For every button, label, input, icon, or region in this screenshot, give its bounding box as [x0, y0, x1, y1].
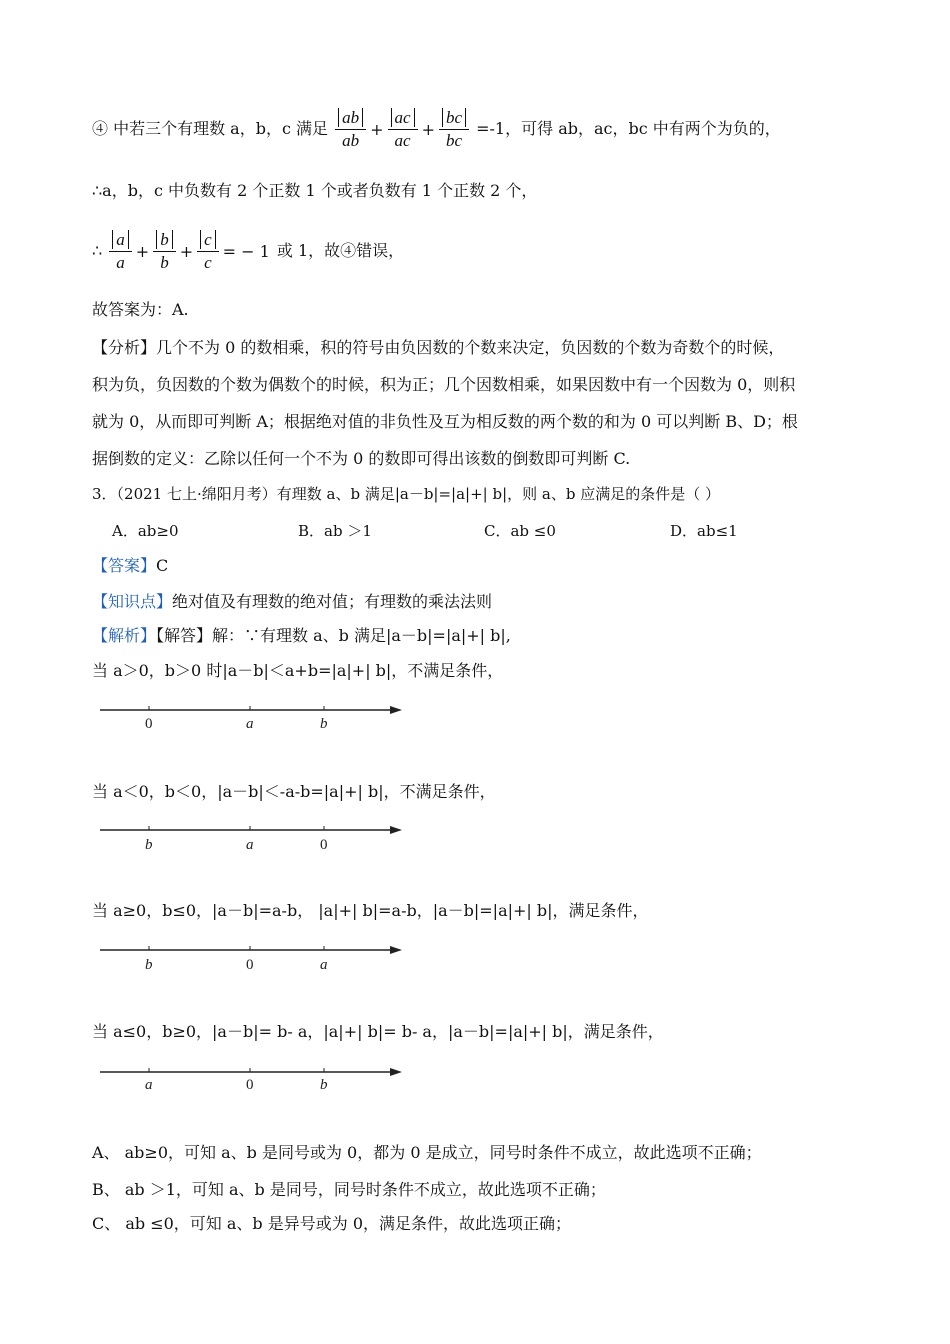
knowledge-point-tag: 【知识点】 [92, 592, 173, 611]
statement-prefix: ④ 中若三个有理数 a，b，c 满足 [92, 119, 329, 138]
analysis-line-2: 积为负，负因数的个数为偶数个的时候，积为正；几个因数相乘，如果因数中有一个因数为 0，则积 [92, 375, 796, 394]
answer-line: 故答案为：A. [92, 300, 189, 319]
tick-label: 0 [246, 957, 254, 973]
analysis-line-1 [92, 338, 784, 358]
fraction-numerator: c [200, 230, 216, 249]
option-d: D．ab≤1 [670, 522, 738, 540]
option-b: B．ab ＞1 [298, 522, 372, 540]
answer-tag: 【答案】 [92, 556, 157, 575]
tick-label: b [320, 716, 328, 732]
fraction-denominator: a [109, 251, 132, 274]
fraction-ab [335, 107, 366, 152]
fraction-numerator: a [112, 230, 129, 249]
statement-suffix: 或 1，故④错误， [271, 241, 405, 260]
tick-label: b [320, 1077, 328, 1093]
case-2-text: 当 a＜0，b＜0，|a－b|＜-a-b=|a|+| b|，不满足条件， [92, 782, 496, 801]
option-c: C．ab ≤0 [484, 522, 556, 540]
fraction-numerator: ac [391, 108, 415, 127]
tick-label: 0 [320, 837, 328, 853]
tick-label: b [145, 957, 153, 973]
conclusion-c: C、 ab ≤0，可知 a、b 是异号或为 0，满足条件，故此选项正确； [92, 1214, 572, 1233]
analysis-tag: 【分析】 [92, 338, 157, 357]
case-3-text: 当 a≥0，b≤0，|a－b|=a-b， |a|+| b|=a-b，|a－b|=|a|+| b|，满足条件， [92, 901, 649, 920]
fraction-denominator: ac [388, 129, 418, 152]
therefore-symbol: ∴ [92, 241, 103, 260]
plus-sign: + [179, 241, 194, 261]
case-4-text: 当 a≤0，b≥0，|a－b|= b- a，|a|+| b|= b- a，|a－b|=|a|+| b|，满足条件， [92, 1022, 664, 1041]
fraction-a [109, 229, 132, 274]
knowledge-point-row [92, 592, 492, 612]
fraction-c [197, 229, 219, 274]
plus-sign: + [135, 241, 150, 261]
number-line-2 [98, 820, 408, 858]
statement-line-3 [92, 228, 404, 275]
case-1-text: 当 a＞0，b＞0 时|a－b|＜a+b=|a|+| b|，不满足条件， [92, 661, 504, 680]
fraction-numerator: ab [338, 108, 363, 127]
tick-label: 0 [246, 1077, 254, 1093]
fraction-denominator: c [197, 251, 219, 274]
tick-label: b [145, 837, 153, 853]
analysis-line-3: 就为 0，从而即可判断 A；根据绝对值的非负性及互为相反数的两个数的和为 0 可以判断 B、D；根 [92, 412, 798, 431]
tick-label: a [246, 837, 254, 853]
tick-label: a [320, 957, 328, 973]
equals-value: = − 1 [222, 241, 270, 261]
plus-sign: + [421, 119, 435, 139]
conclusion-a: A、 ab≥0，可知 a、b 是同号或为 0，都为 0 是成立，同号时条件不成立，故此选项不正确； [92, 1143, 762, 1162]
fraction-denominator: b [153, 251, 176, 274]
analysis-text: 几个不为 0 的数相乘，积的符号由负因数的个数来决定，负因数的个数为奇数个的时候， [156, 338, 785, 357]
fraction-denominator: ab [335, 129, 366, 152]
fraction-numerator: bc [442, 108, 466, 127]
solution-text: 【解答】解：∵有理数 a、b 满足|a－b|=|a|+| b|, [156, 626, 511, 645]
fraction-b [153, 229, 176, 274]
solution-tag: 【解析】 [92, 626, 157, 645]
statement-suffix: =-1，可得 ab，ac，bc 中有两个为负的， [476, 119, 781, 138]
conclusion-b: B、 ab ＞1，可知 a、b 是同号，同号时条件不成立，故此选项不正确； [92, 1180, 606, 1199]
number-line-1 [98, 700, 408, 738]
plus-sign: + [370, 119, 384, 139]
option-a: A．ab≥0 [112, 522, 179, 540]
answer-row [92, 556, 168, 576]
solution-row [92, 626, 511, 646]
knowledge-point-text: 绝对值及有理数的绝对值；有理数的乘法法则 [172, 592, 493, 611]
tick-label: a [145, 1077, 153, 1093]
statement-line-1 [92, 106, 781, 153]
answer-value: C [156, 556, 169, 575]
number-line-4 [98, 1062, 408, 1100]
question-3-options [112, 521, 738, 541]
fraction-ac [388, 107, 418, 152]
question-3-stem: 3．（2021 七上·绵阳月考）有理数 a、b 满足|a－b|=|a|+| b|，则 a、b 应满足的条件是（ ） [92, 485, 721, 503]
tick-label: 0 [145, 716, 153, 732]
analysis-line-4: 据倒数的定义：乙除以任何一个不为 0 的数即可得出该数的倒数即可判断 C. [92, 449, 631, 468]
fraction-bc [439, 107, 469, 152]
fraction-denominator: bc [439, 129, 469, 152]
number-line-3 [98, 940, 408, 978]
tick-label: a [246, 716, 254, 732]
statement-line-2: ∴a，b，c 中负数有 2 个正数 1 个或者负数有 1 个正数 2 个， [92, 181, 538, 200]
fraction-numerator: b [156, 230, 173, 249]
